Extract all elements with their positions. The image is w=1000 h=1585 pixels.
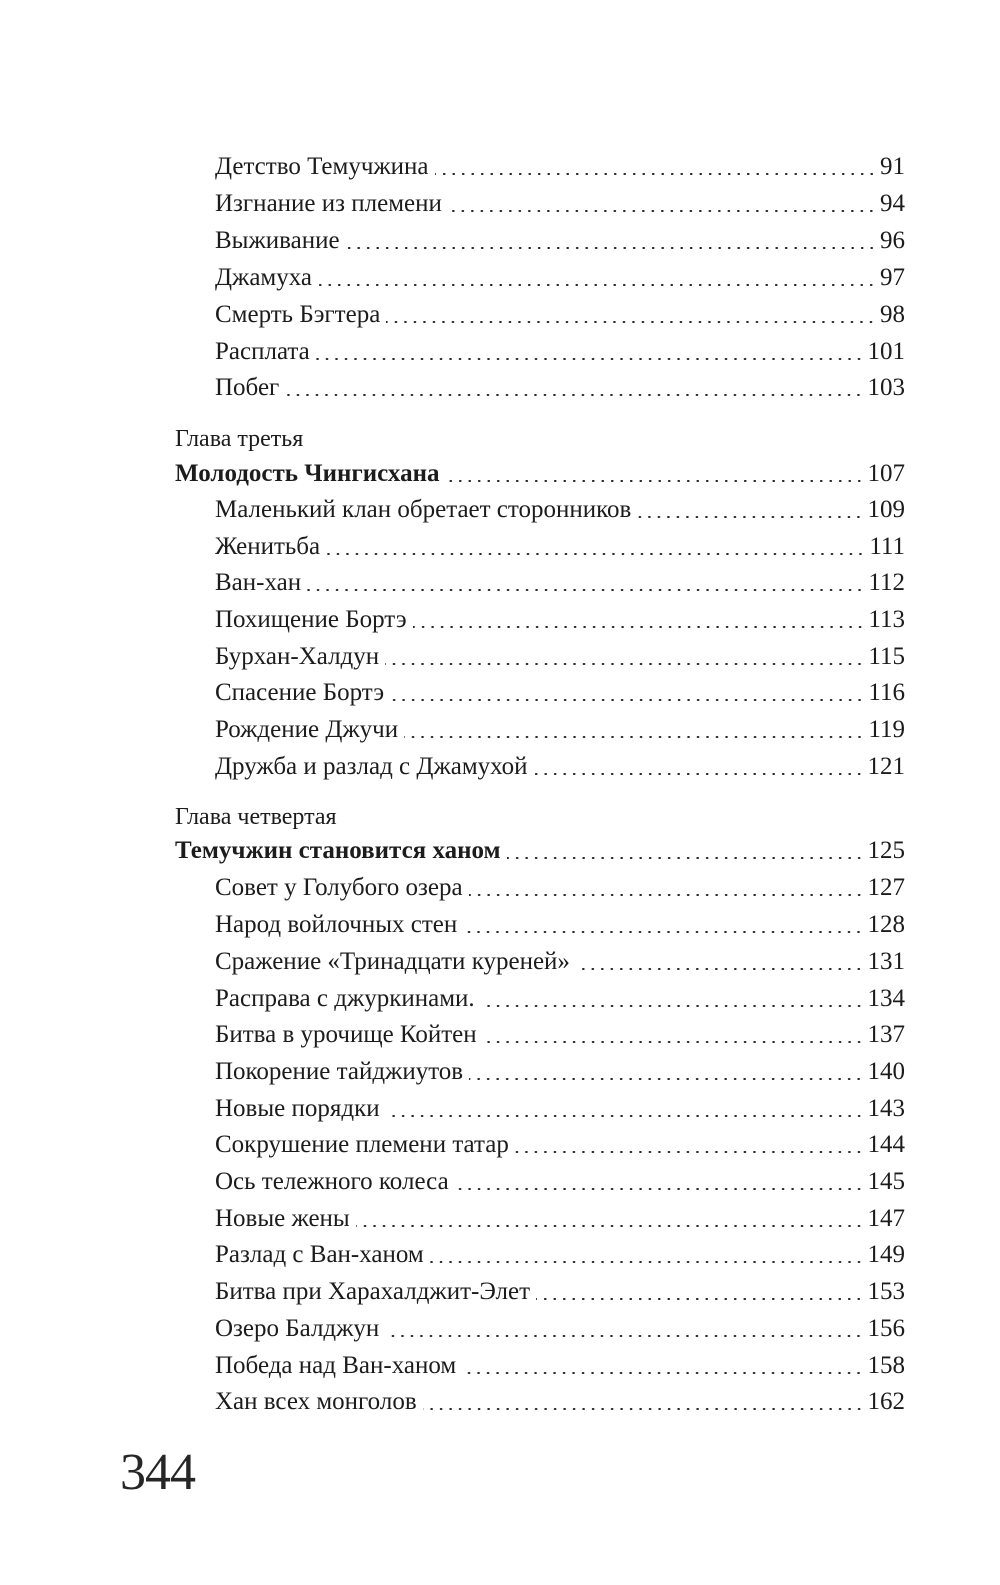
toc-entry — [215, 711, 905, 745]
toc-entry — [215, 1090, 905, 1124]
toc-entry-title: Новые жены — [215, 1205, 350, 1232]
dot-leader — [455, 1188, 864, 1190]
toc-entry — [215, 601, 905, 635]
toc-entry-title: Маленький клан обретает сторонников — [215, 496, 632, 523]
toc-entry — [215, 148, 905, 182]
dot-leader — [469, 894, 864, 896]
dot-leader — [435, 173, 876, 175]
toc-entry-page: 145 — [867, 1168, 905, 1195]
toc-entry-title: Ван-хан — [215, 569, 302, 596]
toc-entry — [215, 1126, 905, 1160]
toc-entry-title: Спасение Бортэ — [215, 679, 385, 706]
toc-entry — [215, 674, 905, 708]
toc-entry-title: Изгнание из племени — [215, 190, 442, 217]
toc-entry — [215, 748, 905, 782]
toc-entry-page: 109 — [867, 496, 905, 523]
toc-entry — [215, 1383, 905, 1417]
toc-entry — [215, 564, 905, 598]
dot-leader — [430, 1261, 864, 1263]
toc-entry-page: 116 — [868, 679, 905, 706]
toc-entry — [215, 1053, 905, 1087]
toc-entry-title: Рождение Джучи — [215, 716, 399, 743]
toc-entry — [215, 1200, 905, 1234]
dot-leader — [637, 516, 863, 518]
toc-entry-page: 144 — [867, 1131, 905, 1158]
dot-leader — [326, 553, 865, 555]
chapter-heading-title: Молодость Чингисхана — [175, 460, 440, 487]
toc-entry-page: 127 — [867, 874, 905, 901]
toc-entry-page: 103 — [867, 374, 905, 401]
toc-entry-page: 153 — [867, 1278, 905, 1305]
toc-entry-page: 158 — [867, 1352, 905, 1379]
toc-entry — [215, 943, 905, 977]
toc-entry-title: Битва в урочище Койтен — [215, 1021, 477, 1048]
toc-entry-title: Совет у Голубого озера — [215, 874, 463, 901]
toc-entry — [215, 1310, 905, 1344]
dot-leader — [316, 358, 864, 360]
toc-entry-title: Победа над Ван-ханом — [215, 1352, 457, 1379]
toc-entry-title: Народ войлочных стен — [215, 911, 458, 938]
toc-entry-title: Выживание — [215, 227, 340, 254]
dot-leader — [507, 857, 864, 859]
dot-leader — [423, 1408, 864, 1410]
toc-entry-page: 112 — [868, 569, 905, 596]
dot-leader — [448, 210, 876, 212]
toc-entry-title: Дружба и разлад с Джамухой — [215, 753, 528, 780]
dot-leader — [386, 321, 876, 323]
toc-entry-title: Сражение «Тринадцати куреней» — [215, 948, 570, 975]
dot-leader — [390, 699, 864, 701]
chapter-heading-page: 125 — [867, 837, 905, 864]
toc-entry-title: Похищение Бортэ — [215, 606, 407, 633]
chapter-label: Глава четвертая — [175, 804, 337, 830]
toc-entry-title: Расправа с джуркинами. — [215, 985, 475, 1012]
dot-leader — [385, 663, 864, 665]
toc-entry-page: 101 — [867, 338, 905, 365]
chapter-heading-entry — [175, 455, 905, 489]
dot-leader — [385, 1335, 863, 1337]
toc-entry-title: Детство Темучжина — [215, 153, 429, 180]
toc-entry-title: Разлад с Ван-ханом — [215, 1241, 424, 1268]
chapter-heading-title: Темучжин становится ханом — [175, 837, 501, 864]
dot-leader — [463, 931, 863, 933]
dot-leader — [536, 1298, 864, 1300]
toc-entry-page: 91 — [880, 153, 905, 180]
dot-leader — [307, 589, 864, 591]
toc-entry-title: Смерть Бэгтера — [215, 301, 381, 328]
toc-entry-title: Покорение тайджиутов — [215, 1058, 464, 1085]
toc-entry-page: 121 — [867, 753, 905, 780]
dot-leader — [469, 1078, 863, 1080]
dot-leader — [346, 247, 876, 249]
dot-leader — [285, 394, 863, 396]
toc-entry — [215, 869, 905, 903]
toc-entry-title: Битва при Харахалджит-Элет — [215, 1278, 530, 1305]
toc-entry-page: 128 — [867, 911, 905, 938]
toc-entry-title: Хан всех монголов — [215, 1388, 417, 1415]
toc-entry — [215, 296, 905, 330]
toc-entry-title: Побег — [215, 374, 280, 401]
toc-entry-title: Джамуха — [215, 264, 313, 291]
chapter-heading-entry — [175, 832, 905, 866]
dot-leader — [446, 480, 864, 482]
dot-leader — [386, 1115, 864, 1117]
dot-leader — [483, 1041, 864, 1043]
toc-entry-page: 113 — [868, 606, 905, 633]
toc-entry — [215, 333, 905, 367]
toc-entry — [215, 1236, 905, 1270]
toc-entry — [215, 491, 905, 525]
toc-entry — [215, 980, 905, 1014]
dot-leader — [356, 1225, 864, 1227]
toc-entry-page: 115 — [868, 643, 905, 670]
dot-leader — [576, 968, 864, 970]
toc-entry — [215, 906, 905, 940]
toc-entry-title: Ось тележного колеса — [215, 1168, 449, 1195]
toc-entry-page: 134 — [867, 985, 905, 1012]
toc-entry-title: Расплата — [215, 338, 310, 365]
toc-entry-page: 131 — [867, 948, 905, 975]
toc-entry-page: 137 — [867, 1021, 905, 1048]
toc-entry — [215, 369, 905, 403]
dot-leader — [462, 1372, 863, 1374]
toc-entry-page: 96 — [880, 227, 905, 254]
toc-entry — [215, 1163, 905, 1197]
toc-entry-page: 156 — [867, 1315, 905, 1342]
toc-entry-page: 97 — [880, 264, 905, 291]
toc-entry — [215, 638, 905, 672]
dot-leader — [515, 1151, 864, 1153]
toc-entry-page: 98 — [880, 301, 905, 328]
dot-leader — [413, 626, 865, 628]
toc-entry-title: Женитьба — [215, 533, 321, 560]
toc-entry-title: Новые порядки — [215, 1095, 380, 1122]
toc-entry — [215, 185, 905, 219]
dot-leader — [318, 284, 876, 286]
page-number: 344 — [120, 1444, 195, 1501]
toc-entry-title: Бурхан-Халдун — [215, 643, 380, 670]
toc-entry-page: 119 — [868, 716, 905, 743]
toc-entry-page: 140 — [867, 1058, 905, 1085]
toc-entry — [215, 1347, 905, 1381]
dot-leader — [481, 1005, 864, 1007]
chapter-label: Глава третья — [175, 426, 304, 452]
toc-entry-title: Озеро Балджун — [215, 1315, 380, 1342]
toc-entry-title: Сокрушение племени татар — [215, 1131, 509, 1158]
toc-entry-page: 94 — [880, 190, 905, 217]
toc-entry-page: 147 — [867, 1205, 905, 1232]
toc-entry-page: 149 — [867, 1241, 905, 1268]
toc-entry — [215, 1016, 905, 1050]
dot-leader — [404, 736, 864, 738]
toc-entry-page: 162 — [867, 1388, 905, 1415]
toc-entry — [215, 259, 905, 293]
chapter-heading-page: 107 — [867, 460, 905, 487]
toc-entry-page: 111 — [869, 533, 905, 560]
dot-leader — [534, 773, 864, 775]
toc-entry-page: 143 — [867, 1095, 905, 1122]
toc-entry — [215, 1273, 905, 1307]
toc-entry — [215, 528, 905, 562]
toc-entry — [215, 222, 905, 256]
